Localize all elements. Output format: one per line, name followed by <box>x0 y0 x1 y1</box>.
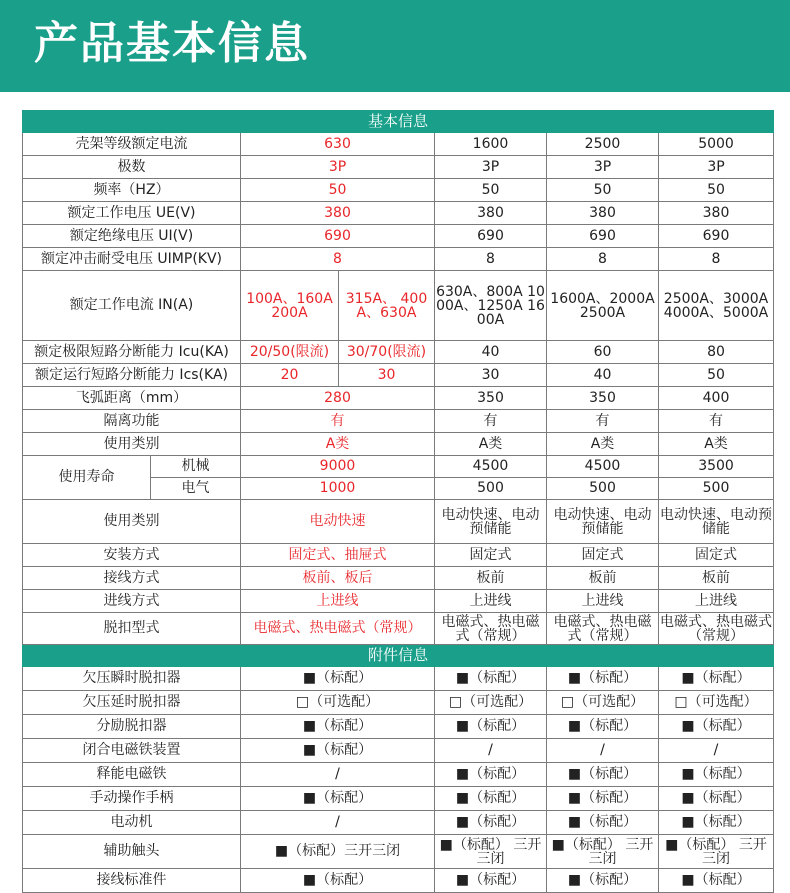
cell-2500: ■（标配） <box>547 787 659 811</box>
cell-2500: 1600A、2000A 2500A <box>547 271 659 341</box>
cell-5000: ■（标配） <box>659 869 774 893</box>
cell-5000: 8 <box>659 248 774 271</box>
row-label: 额定工作电压 UE(V) <box>23 202 241 225</box>
table-row <box>23 225 774 248</box>
row-label: 接线方式 <box>23 567 241 590</box>
cell-1600: ■（标配） <box>435 811 547 835</box>
cell-5000: 50 <box>659 179 774 202</box>
cell-5000: 80 <box>659 341 774 364</box>
cell-630-b: 30 <box>339 364 435 387</box>
section-accessory-header: 附件信息 <box>23 645 774 667</box>
cell-5000: □（可选配） <box>659 691 774 715</box>
cell-2500: 板前 <box>547 567 659 590</box>
cell-630: 50 <box>241 179 435 202</box>
row-label: 手动操作手柄 <box>23 787 241 811</box>
cell-630: 280 <box>241 387 435 410</box>
cell-5000: 板前 <box>659 567 774 590</box>
cell-630: ■（标配） <box>241 787 435 811</box>
table-row <box>23 156 774 179</box>
cell-2500: 60 <box>547 341 659 364</box>
row-label: 额定绝缘电压 UI(V) <box>23 225 241 248</box>
cell-630: / <box>241 811 435 835</box>
cell-630: 690 <box>241 225 435 248</box>
cell-630: / <box>241 763 435 787</box>
cell-630: ■（标配） <box>241 869 435 893</box>
page-header <box>0 0 790 92</box>
cell-630: ■（标配） <box>241 715 435 739</box>
cell-1600: 30 <box>435 364 547 387</box>
page-title: 产品基本信息 <box>34 18 310 69</box>
cell-5000: ■（标配） <box>659 787 774 811</box>
cell-5000: 上进线 <box>659 590 774 613</box>
cell-1600: 上进线 <box>435 590 547 613</box>
row-label: 接线标准件 <box>23 869 241 893</box>
cell-2500: ■（标配） <box>547 763 659 787</box>
cell-5000: 400 <box>659 387 774 410</box>
row-label: 电动机 <box>23 811 241 835</box>
cell-630: ■（标配） <box>241 667 435 691</box>
cell-5000: 690 <box>659 225 774 248</box>
table-row <box>23 248 774 271</box>
row-label: 安装方式 <box>23 544 241 567</box>
row-label: 使用类别 <box>23 433 241 456</box>
cell-630: 8 <box>241 248 435 271</box>
row-label: 频率（HZ） <box>23 179 241 202</box>
cell-2500: 4500 <box>547 456 659 478</box>
cell-630: 9000 <box>241 456 435 478</box>
cell-1600: 50 <box>435 179 547 202</box>
cell-5000: 3P <box>659 156 774 179</box>
cell-1600: ■（标配） <box>435 667 547 691</box>
cell-1600: ■（标配） <box>435 715 547 739</box>
row-sublabel: 电气 <box>151 478 241 500</box>
cell-630: 板前、板后 <box>241 567 435 590</box>
cell-2500: ■（标配） 三开三闭 <box>547 835 659 869</box>
row-label: 使用寿命 <box>23 456 151 500</box>
table-row <box>23 811 774 835</box>
cell-5000: 5000 <box>659 133 774 156</box>
cell-2500: 电动快速、电动预储能 <box>547 500 659 544</box>
cell-2500: 上进线 <box>547 590 659 613</box>
cell-1600: 1600 <box>435 133 547 156</box>
cell-630: 有 <box>241 410 435 433</box>
cell-2500: A类 <box>547 433 659 456</box>
table-row <box>23 179 774 202</box>
cell-2500: 500 <box>547 478 659 500</box>
cell-1600: 8 <box>435 248 547 271</box>
cell-1600: ■（标配） <box>435 787 547 811</box>
cell-5000: ■（标配） <box>659 763 774 787</box>
cell-630: 上进线 <box>241 590 435 613</box>
cell-2500: 380 <box>547 202 659 225</box>
cell-2500: 50 <box>547 179 659 202</box>
cell-1600: 380 <box>435 202 547 225</box>
row-label: 欠压瞬时脱扣器 <box>23 667 241 691</box>
cell-2500: ■（标配） <box>547 869 659 893</box>
cell-5000: 3500 <box>659 456 774 478</box>
cell-5000: 500 <box>659 478 774 500</box>
cell-5000: ■（标配） <box>659 667 774 691</box>
cell-5000: / <box>659 739 774 763</box>
row-label: 额定极限短路分断能力 Icu(KA) <box>23 341 241 364</box>
cell-5000: 2500A、3000A 4000A、5000A <box>659 271 774 341</box>
cell-1600: 3P <box>435 156 547 179</box>
cell-2500: □（可选配） <box>547 691 659 715</box>
row-label: 闭合电磁铁装置 <box>23 739 241 763</box>
cell-1600: 板前 <box>435 567 547 590</box>
cell-1600: 4500 <box>435 456 547 478</box>
table-row <box>23 271 774 341</box>
cell-630: 630 <box>241 133 435 156</box>
cell-5000: 固定式 <box>659 544 774 567</box>
row-label: 进线方式 <box>23 590 241 613</box>
cell-630-b: 30/70(限流) <box>339 341 435 364</box>
cell-2500: 电磁式、热电磁式（常规） <box>547 613 659 645</box>
cell-2500: ■（标配） <box>547 715 659 739</box>
cell-630: ■（标配）三开三闭 <box>241 835 435 869</box>
row-label: 额定工作电流 IN(A) <box>23 271 241 341</box>
cell-630: 380 <box>241 202 435 225</box>
cell-630: 3P <box>241 156 435 179</box>
cell-5000: ■（标配） <box>659 811 774 835</box>
row-label: 脱扣型式 <box>23 613 241 645</box>
section-basic-header: 基本信息 <box>23 111 774 133</box>
cell-5000: 电磁式、热电磁式（常规） <box>660 613 772 644</box>
cell-2500: 8 <box>547 248 659 271</box>
cell-1600: 电磁式、热电磁式（常规） <box>435 613 547 645</box>
row-label: 额定冲击耐受电压 UIMP(KV) <box>23 248 241 271</box>
cell-1600: ■（标配） 三开三闭 <box>435 835 547 869</box>
cell-630: ■（标配） <box>241 739 435 763</box>
cell-2500: 690 <box>547 225 659 248</box>
table-row <box>23 691 774 715</box>
row-label: 飞弧距离（mm） <box>23 387 241 410</box>
table-row <box>23 763 774 787</box>
cell-1600: A类 <box>435 433 547 456</box>
cell-630-a: 20/50(限流) <box>241 341 339 364</box>
cell-5000: 50 <box>659 364 774 387</box>
cell-2500: ■（标配） <box>547 667 659 691</box>
cell-2500: 3P <box>547 156 659 179</box>
cell-630: 1000 <box>241 478 435 500</box>
table-row <box>23 835 774 869</box>
row-label: 壳架等级额定电流 <box>23 133 241 156</box>
table-row <box>23 500 774 544</box>
section-header-row <box>23 645 774 667</box>
cell-1600: / <box>435 739 547 763</box>
cell-630-a: 100A、160A 200A <box>241 271 339 341</box>
table-row <box>23 715 774 739</box>
cell-2500: 有 <box>547 410 659 433</box>
section-header-row <box>23 111 774 133</box>
table-row <box>23 667 774 691</box>
row-label: 欠压延时脱扣器 <box>23 691 241 715</box>
cell-630: 电磁式、热电磁式（常规） <box>241 613 435 645</box>
cell-2500: / <box>547 739 659 763</box>
table-row <box>23 739 774 763</box>
cell-1600: 有 <box>435 410 547 433</box>
cell-1600: □（可选配） <box>435 691 547 715</box>
cell-1600: ■（标配） <box>435 869 547 893</box>
cell-1600: 电动快速、电动预储能 <box>435 500 547 544</box>
cell-2500: ■（标配） <box>547 811 659 835</box>
table-row <box>23 410 774 433</box>
row-label: 极数 <box>23 156 241 179</box>
table-row <box>23 433 774 456</box>
cell-5000: 有 <box>659 410 774 433</box>
cell-1600: 690 <box>435 225 547 248</box>
table-row <box>23 787 774 811</box>
cell-5000: ■（标配） <box>659 715 774 739</box>
cell-630: 固定式、抽屉式 <box>241 544 435 567</box>
cell-630-a: 20 <box>241 364 339 387</box>
table-row <box>23 387 774 410</box>
cell-1600: ■（标配） <box>435 763 547 787</box>
cell-2500: 40 <box>547 364 659 387</box>
row-label: 释能电磁铁 <box>23 763 241 787</box>
cell-5000: 电动快速、电动预储能 <box>659 500 774 544</box>
row-label: 辅助触头 <box>23 835 241 869</box>
table-row <box>23 341 774 364</box>
cell-2500: 2500 <box>547 133 659 156</box>
cell-5000: A类 <box>659 433 774 456</box>
cell-1600: 固定式 <box>435 544 547 567</box>
cell-1600: 500 <box>435 478 547 500</box>
cell-5000: ■（标配） 三开三闭 <box>659 835 774 869</box>
cell-5000: 380 <box>659 202 774 225</box>
table-row <box>23 613 774 645</box>
cell-630-b: 315A、 400A、630A <box>339 271 435 341</box>
table-row <box>23 590 774 613</box>
spec-table <box>22 110 774 893</box>
cell-630: 电动快速 <box>241 500 435 544</box>
cell-1600: 350 <box>435 387 547 410</box>
table-row <box>23 456 774 478</box>
table-row <box>23 133 774 156</box>
table-row <box>23 544 774 567</box>
row-label: 额定运行短路分断能力 Ics(KA) <box>23 364 241 387</box>
row-label: 隔离功能 <box>23 410 241 433</box>
table-row <box>23 364 774 387</box>
row-sublabel: 机械 <box>151 456 241 478</box>
table-row <box>23 202 774 225</box>
table-row <box>23 567 774 590</box>
cell-2500: 固定式 <box>547 544 659 567</box>
cell-630: A类 <box>241 433 435 456</box>
cell-2500: 350 <box>547 387 659 410</box>
cell-1600: 630A、800A 1000A、1250A 1600A <box>435 271 547 341</box>
cell-1600: 40 <box>435 341 547 364</box>
row-label: 分励脱扣器 <box>23 715 241 739</box>
table-row <box>23 869 774 893</box>
row-label: 使用类别 <box>23 500 241 544</box>
cell-630: □（可选配） <box>241 691 435 715</box>
